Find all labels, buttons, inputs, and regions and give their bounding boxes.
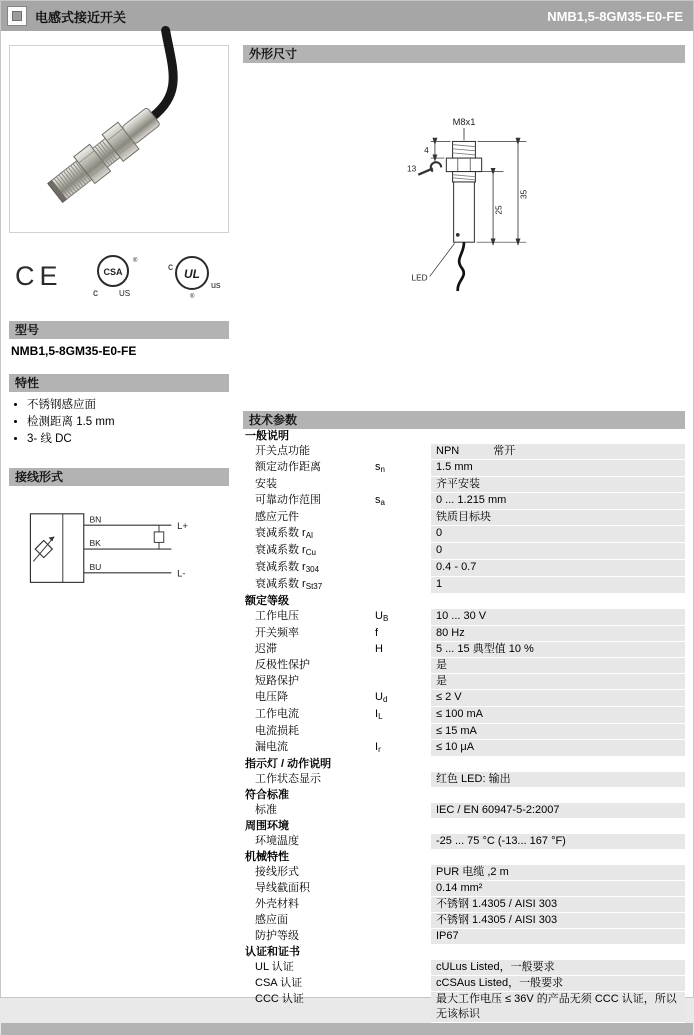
table-row [243,642,685,658]
row-value: 5 ... 15 典型值 10 % [431,642,685,658]
row-label: 工作电压 [255,610,299,622]
svg-text:®: ® [132,258,137,264]
thread-dimension-label: M8x1 [452,116,476,127]
row-symbol: $s_a$ [375,494,385,507]
features-list [11,397,229,448]
table-row [243,976,685,992]
table-row [243,929,685,945]
row-symbol [375,897,431,913]
row-label: 电压降 [255,691,288,703]
row-symbol [375,724,431,740]
wire-label-bu: BU [89,562,102,572]
table-row [243,881,685,897]
row-symbol: H [375,643,383,655]
feature-item: • 检测距离 1.5 mm [27,414,229,431]
row-symbol [375,444,431,460]
row-value: 0 [431,526,685,543]
row-label: 衰减系数 $r_{St37}$ [255,578,323,591]
tech-section-title: 额定等级 [245,595,289,607]
row-value: ≤ 15 mA [431,724,685,740]
row-symbol [375,929,431,945]
wrench-size-label: 13 [406,163,417,174]
tech-section-title: 一般说明 [245,430,289,442]
svg-text:c: c [92,288,98,299]
row-value: 不锈钢 1.4305 / AISI 303 [431,897,685,913]
row-symbol: f [375,627,379,639]
row-label: 工作电流 [255,708,299,720]
certification-marks [9,247,229,305]
table-row [243,960,685,976]
row-label: 工作状态显示 [255,773,321,785]
row-value: 1 [431,577,685,594]
row-symbol: $s_n$ [375,461,385,474]
row-label: CCC 认证 [255,993,304,1005]
row-symbol [375,510,431,526]
tech-section-title: 符合标准 [245,789,289,801]
svg-text:CSA: CSA [103,267,123,277]
terminal-label-lminus: L- [177,568,186,580]
row-value: NPN 常开 [431,444,685,460]
row-symbol [375,477,431,493]
connection-section-header: 接线形式 [9,468,229,486]
dim-4-label: 4 [424,144,429,155]
feature-item: • 不锈钢感应面 [27,397,229,414]
table-row [243,510,685,526]
right-column [243,45,685,1023]
row-label: 可靠动作范围 [255,494,321,506]
dim-25-label: 25 [493,205,504,215]
table-row [243,772,685,788]
row-symbol [375,992,431,1023]
row-symbol [375,674,431,690]
product-photo [9,45,229,233]
row-symbol: $I_L$ [375,708,383,721]
row-symbol [375,913,431,929]
feature-item: • 3- 线 DC [27,431,229,448]
row-symbol [375,834,431,850]
table-row [243,803,685,819]
table-row [243,493,685,510]
svg-text:us: us [210,280,221,290]
row-value: 齐平安装 [431,477,685,493]
row-symbol [375,577,431,594]
row-symbol: $I_r$ [375,741,381,754]
row-value: IP67 [431,929,685,945]
row-label: UL 认证 [255,961,294,973]
row-value: 0 ... 1.215 mm [431,493,685,510]
table-row [243,560,685,577]
row-symbol [375,960,431,976]
row-label: 安装 [255,478,277,490]
tech-section-header: 技术参数 [243,411,685,429]
row-label: 环境温度 [255,835,299,847]
terminal-label-lplus: L+ [177,521,188,533]
row-symbol [375,803,431,819]
product-family-title: 电感式接近开关 [35,9,127,25]
table-row [243,865,685,881]
table-row [243,460,685,477]
csa-mark-icon [89,252,139,300]
row-symbol [375,658,431,674]
row-value: cCSAus Listed，一般要求 [431,976,685,992]
wiring-diagram [19,496,219,609]
table-row [243,626,685,642]
footer-bar [1,1023,693,1035]
table-row [243,834,685,850]
table-row [243,992,685,1023]
row-value: -25 ... 75 °C (-13... 167 °F) [431,834,685,850]
table-row [243,609,685,626]
cable-line [458,242,464,291]
row-value: 1.5 mm [431,460,685,477]
row-symbol [375,772,431,788]
dimension-drawing [243,63,685,411]
row-label: 反极性保护 [255,659,310,671]
row-value: ≤ 2 V [431,690,685,707]
header-bar [1,1,693,31]
row-value: 0.4 - 0.7 [431,560,685,577]
row-value: 不锈钢 1.4305 / AISI 303 [431,913,685,929]
wire-label-bn: BN [89,514,102,525]
row-value: 是 [431,658,685,674]
led-label: LED [411,272,428,283]
row-symbol [375,543,431,560]
row-value: ≤ 10 μA [431,740,685,757]
row-label: 衰减系数 $r_{Cu}$ [255,544,316,557]
svg-text:UL: UL [183,267,200,281]
tech-table [243,429,685,1023]
row-symbol: $U_d$ [375,691,388,704]
row-value: 是 [431,674,685,690]
row-symbol: $U_B$ [375,610,389,623]
row-label: 电流损耗 [255,725,299,737]
row-label: 开关点功能 [255,445,310,457]
row-label: 感应元件 [255,511,299,523]
row-label: 额定动作距离 [255,461,321,473]
row-symbol [375,976,431,992]
row-value: cULus Listed，一般要求 [431,960,685,976]
row-label: 标准 [255,804,277,816]
wire-label-bk: BK [89,538,101,549]
row-value: 最大工作电压 ≤ 36V 的产品无须 CCC 认证，所以无该标识 [431,992,685,1023]
row-label: 开关频率 [255,627,299,639]
row-value: 红色 LED: 输出 [431,772,685,788]
tech-section-title: 机械特性 [245,851,289,863]
table-row [243,577,685,594]
table-row [243,897,685,913]
row-label: 感应面 [255,914,288,926]
row-symbol [375,865,431,881]
part-number: NMB1,5-8GM35-E0-FE [547,8,683,24]
model-section-header: 型号 [9,321,229,339]
left-column [9,45,229,1023]
row-label: 衰减系数 $r_{Al}$ [255,527,313,540]
led-dot [456,233,460,237]
row-label: 衰减系数 $r_{304}$ [255,561,320,574]
row-value: 80 Hz [431,626,685,642]
tech-section-title: 认证和证书 [245,946,300,958]
svg-text:®: ® [189,294,194,300]
product-type-icon [7,6,27,26]
row-value: 10 ... 30 V [431,609,685,626]
svg-text:US: US [118,289,130,298]
row-value: IEC / EN 60947-5-2:2007 [431,803,685,819]
table-row [243,658,685,674]
table-row [243,543,685,560]
row-value: 铁质目标块 [431,510,685,526]
sensor-glyph-icon [12,11,22,21]
row-symbol [375,560,431,577]
row-label: 外壳材料 [255,898,299,910]
row-label: 短路保护 [255,675,299,687]
sensor-photo-illustration [11,47,227,231]
row-value: 0.14 mm² [431,881,685,897]
row-symbol [375,881,431,897]
row-label: 接线形式 [255,866,299,878]
svg-text:c: c [167,262,173,273]
row-value: PUR 电缆 ,2 m [431,865,685,881]
row-value: ≤ 100 mA [431,707,685,724]
table-row [243,477,685,493]
dimensions-section-header: 外形尺寸 [243,45,685,63]
tech-section-title: 周围环境 [245,820,289,832]
table-row [243,740,685,757]
table-row [243,913,685,929]
row-value: 0 [431,543,685,560]
row-label: 迟滞 [255,643,277,655]
ul-mark-icon [165,252,221,300]
model-number: NMB1,5-8GM35-E0-FE [11,344,137,358]
table-row [243,707,685,724]
table-row [243,674,685,690]
row-symbol [375,526,431,543]
table-row [243,724,685,740]
table-row [243,690,685,707]
table-row [243,444,685,460]
table-row [243,526,685,543]
dim-35-label: 35 [518,189,529,200]
ce-mark-icon: CE [15,260,63,291]
row-label: 导线截面积 [255,882,310,894]
tech-section-title: 指示灯 / 动作说明 [245,758,332,770]
row-label: 漏电流 [255,741,288,753]
features-section-header: 特性 [9,374,229,392]
row-label: CSA 认证 [255,977,303,989]
row-label: 防护等级 [255,930,299,942]
